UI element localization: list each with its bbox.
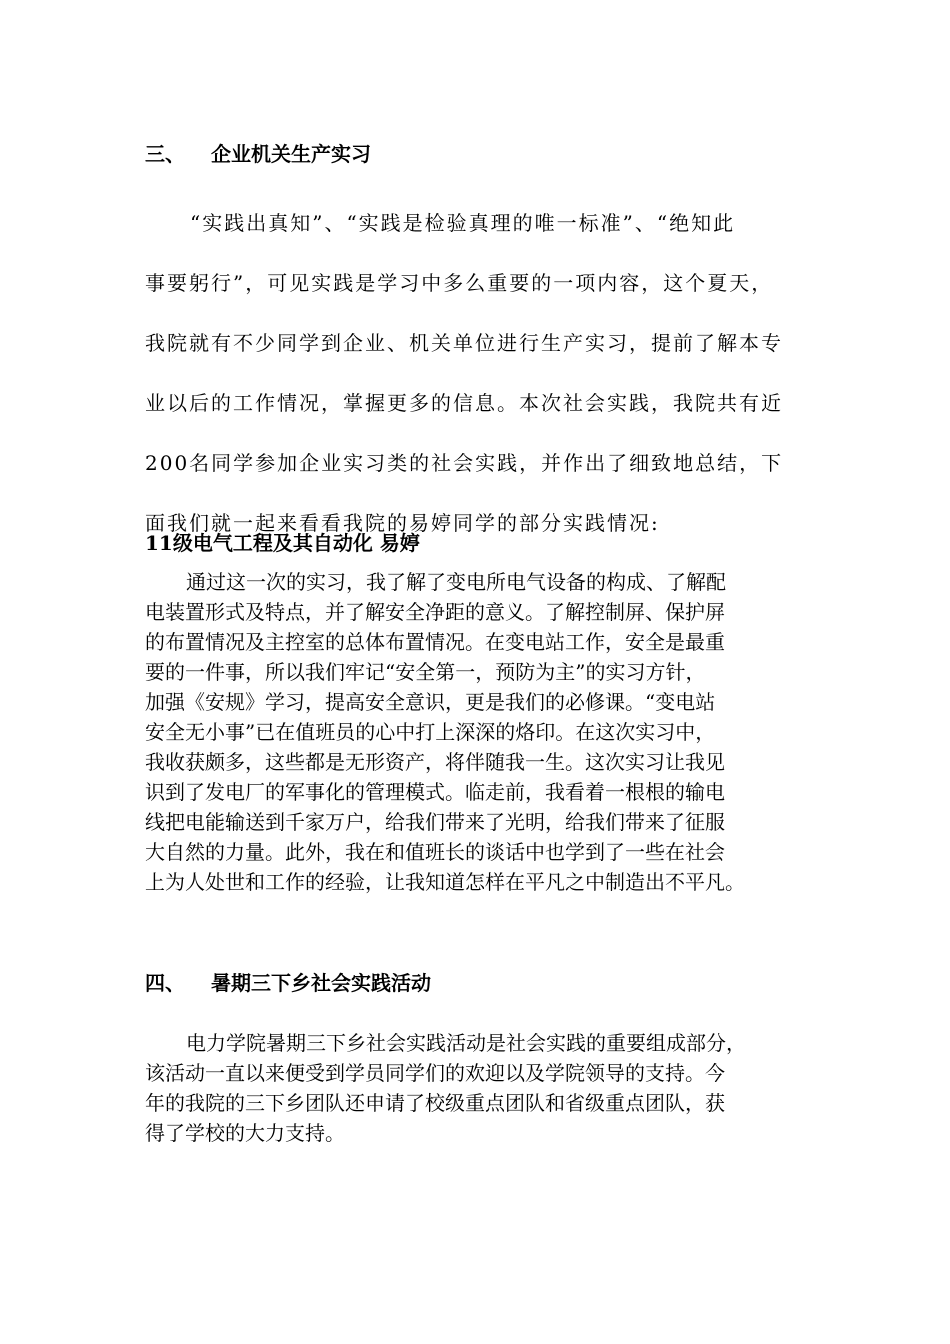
paragraph-line: 得了学校的大力支持。 xyxy=(145,1121,345,1145)
student-heading: 11级电气工程及其自动化 易婷 xyxy=(145,531,420,555)
paragraph-line: 业以后的工作情况，掌握更多的信息。本次社会实践，我院共有近 xyxy=(145,391,783,415)
paragraph-line: 要的一件事，所以我们牢记“安全第一，预防为主”的实习方针， xyxy=(145,660,706,684)
section-4-number: 四、 xyxy=(145,971,185,995)
paragraph-line: 我院就有不少同学到企业、机关单位进行生产实习，提前了解本专 xyxy=(145,331,783,355)
paragraph-line: 电力学院暑期三下乡社会实践活动是社会实践的重要组成部分， xyxy=(186,1031,746,1055)
paragraph-line: 的布置情况及主控室的总体布置情况。在变电站工作，安全是最重 xyxy=(145,630,725,654)
paragraph-line: 200名同学参加企业实习类的社会实践，并作出了细致地总结，下 xyxy=(145,451,784,475)
section-3-heading xyxy=(145,138,371,167)
paragraph-line: 我收获颇多，这些都是无形资产，将伴随我一生。这次实习让我见 xyxy=(145,750,725,774)
student-report-paragraph xyxy=(145,567,810,897)
section-4-heading xyxy=(145,967,431,996)
section-3-title: 企业机关生产实习 xyxy=(211,142,371,166)
paragraph-line: 加强《安规》学习，提高安全意识，更是我们的必修课。“变电站 xyxy=(145,690,716,714)
paragraph-line: 该活动一直以来便受到学员同学们的欢迎以及学院领导的支持。今 xyxy=(145,1061,725,1085)
paragraph-line: 大自然的力量。此外，我在和值班长的谈话中也学到了一些在社会 xyxy=(145,840,725,864)
section-4-paragraph xyxy=(145,1028,810,1148)
paragraph-line: 识到了发电厂的军事化的管理模式。临走前，我看着一根根的输电 xyxy=(145,780,725,804)
paragraph-line: 年的我院的三下乡团队还申请了校级重点团队和省级重点团队，获 xyxy=(145,1091,725,1115)
paragraph-line: 通过这一次的实习，我了解了变电所电气设备的构成、了解配 xyxy=(186,570,726,594)
paragraph-line: 电装置形式及特点，并了解安全净距的意义。了解控制屏、保护屏 xyxy=(145,600,725,624)
paragraph-line: 线把电能输送到千家万户，给我们带来了光明，给我们带来了征服 xyxy=(145,810,725,834)
paragraph-line: “实践出真知”、“实践是检验真理的唯一标准”、“绝知此 xyxy=(190,211,736,235)
paragraph-line: 上为人处世和工作的经验，让我知道怎样在平凡之中制造出不平凡。 xyxy=(145,870,745,894)
paragraph-line: 安全无小事”已在值班员的心中打上深深的烙印。在这次实习中， xyxy=(145,720,716,744)
paragraph-line: 事要躬行”，可见实践是学习中多么重要的一项内容，这个夏天， xyxy=(145,271,774,295)
section-3-intro-paragraph xyxy=(145,203,810,563)
paragraph-line: 面我们就一起来看看我院的易婷同学的部分实践情况: xyxy=(145,511,660,535)
section-4-title: 暑期三下乡社会实践活动 xyxy=(211,971,431,995)
section-3-number: 三、 xyxy=(145,142,185,166)
